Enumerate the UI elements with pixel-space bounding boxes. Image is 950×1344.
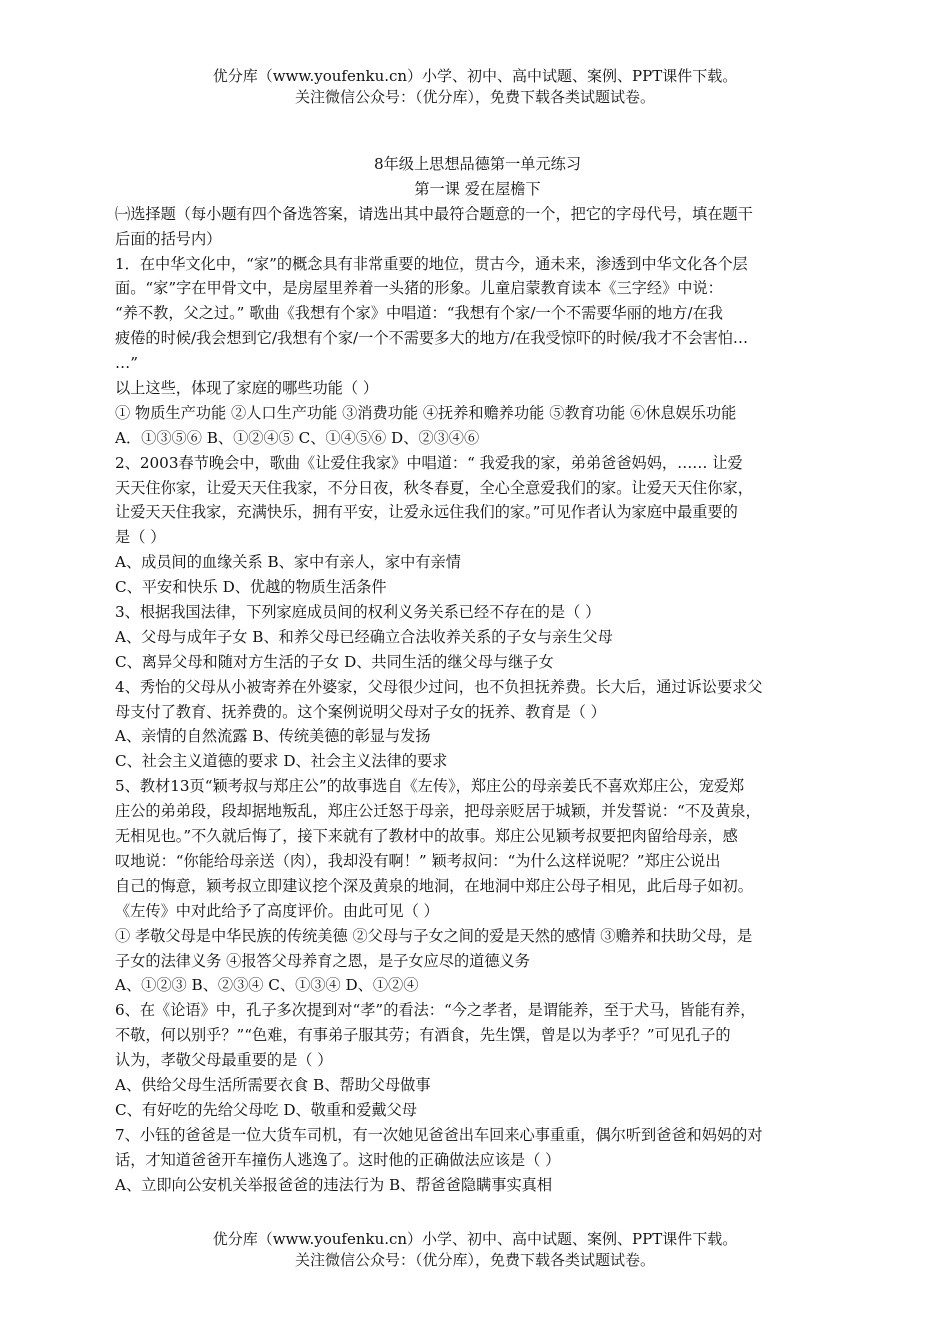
text-line: C、社会主义道德的要求 D、社会主义法律的要求	[115, 752, 448, 771]
text-line: 后面的括号内）	[115, 229, 222, 248]
text-line: A、①②③ B、②③④ C、①③④ D、①②④	[115, 976, 419, 995]
text-line: A、供给父母生活所需要衣食 B、帮助父母做事	[115, 1075, 431, 1094]
text-line: ① 孝敬父母是中华民族的传统美德 ②父母与子女之间的爱是天然的感情 ③赡养和扶助父母，是	[115, 926, 753, 945]
text-line: 话，才知道爸爸开车撞伤人逃逸了。这时他的正确做法应该是（ ）	[115, 1150, 561, 1169]
text-line: 认为，孝敬父母最重要的是（ ）	[115, 1051, 333, 1070]
footer-line-2: 关注微信公众号：（优分库），免费下载各类试题试卷。	[294, 1251, 655, 1269]
text-line: 天天住你家，让爱天天住我家，不分日夜，秋冬春夏，全心全意爱我们的家。让爱天天住你家，	[115, 478, 753, 497]
lesson-title: 第一课 爱在屋檐下	[414, 179, 541, 198]
document-body	[115, 152, 840, 1197]
text-line: 自己的悔意，颖考叔立即建议挖个深及黄泉的地洞，在地洞中郑庄公母子相见，此后母子如初。	[115, 876, 753, 895]
text-line: 5、教材13页“颖考叔与郑庄公”的故事选自《左传》，郑庄公的母亲姜氏不喜欢郑庄公，宠爱郑	[115, 777, 745, 796]
footer-line-1: 优分库（www.youfenku.cn）小学、初中、高中试题、案例、PPT课件下载。	[212, 1230, 738, 1248]
text-line: 以上这些，体现了家庭的哪些功能（ ）	[115, 379, 379, 398]
text-line: 2、2003春节晚会中，歌曲《让爱住我家》中唱道：“ 我爱我的家，弟弟爸爸妈妈，…… 让爱	[115, 453, 743, 472]
document-title: 8年级上思想品德第一单元练习	[373, 155, 582, 173]
text-line: 3、根据我国法律，下列家庭成员间的权利义务关系已经不存在的是（ ）	[115, 603, 601, 622]
text-line: 面。“家”字在甲骨文中，是房屋里养着一头猪的形象。儿童启蒙教育读本《三字经》中说：	[115, 279, 723, 298]
text-line: ㈠选择题（每小题有四个备选答案，请选出其中最符合题意的一个，把它的字母代号，填在题干	[115, 204, 753, 223]
body-text	[115, 202, 840, 1198]
text-line: A、亲情的自然流露 B、传统美德的彰显与发扬	[115, 727, 431, 746]
header-line-1: 优分库（www.youfenku.cn）小学、初中、高中试题、案例、PPT课件下载。	[212, 67, 738, 85]
text-line: A．①③⑤⑥ B、①②④⑤ C、①④⑤⑥ D、②③④⑥	[115, 428, 480, 447]
text-line: 疲倦的时候/我会想到它/我想有个家/一个不需要多大的地方/在我受惊吓的时候/我才不会害怕…	[115, 329, 749, 348]
text-line: C、有好吃的先给父母吃 D、敬重和爱戴父母	[115, 1100, 417, 1119]
text-line: ① 物质生产功能 ②人口生产功能 ③消费功能 ④抚养和赡养功能 ⑤教育功能 ⑥休息娱乐功能	[115, 403, 737, 422]
text-line: 4、秀怡的父母从小被寄养在外婆家，父母很少过问，也不负担抚养费。长大后，通过诉讼要求父	[115, 677, 763, 696]
text-line: 不敬，何以别乎？”“色难，有事弟子服其劳；有酒食，先生馔，曾是以为孝乎？”可见孔子的	[115, 1026, 731, 1045]
text-line: C、离异父母和随对方生活的子女 D、共同生活的继父母与继子女	[115, 652, 554, 671]
header-line-2: 关注微信公众号：（优分库），免费下载各类试题试卷。	[294, 88, 655, 106]
text-line: 母支付了教育、抚养费的。这个案例说明父母对子女的抚养、教育是（ ）	[115, 702, 606, 721]
text-line: 庄公的弟弟段，段却据地叛乱，郑庄公迁怒于母亲，把母亲贬居于城颖，并发誓说：“不及黄泉，	[115, 802, 761, 821]
text-line: C、平安和快乐 D、优越的物质生活条件	[115, 578, 387, 597]
text-line: …”	[115, 354, 138, 373]
page-header	[0, 66, 950, 108]
text-line: 《左传》中对此给予了高度评价。由此可见（ ）	[115, 901, 439, 920]
text-line: 叹地说：“你能给母亲送（肉），我却没有啊！” 颖考叔问：“为什么这样说呢？”郑庄公说出	[115, 851, 721, 870]
text-line: 7、小钰的爸爸是一位大货车司机，有一次她见爸爸出车回来心事重重，偶尔听到爸爸和妈妈的对	[115, 1125, 763, 1144]
text-line: A、成员间的血缘关系 B、家中有亲人，家中有亲情	[115, 553, 461, 572]
text-line: 是（ ）	[115, 528, 166, 547]
text-line: 让爱天天住我家，充满快乐，拥有平安，让爱永远住我们的家。”可见作者认为家庭中最重要的	[115, 503, 738, 522]
text-line: 无相见也。”不久就后悔了，接下来就有了教材中的故事。郑庄公见颖考叔要把肉留给母亲，感	[115, 827, 738, 846]
text-line: 1．在中华文化中，“家”的概念具有非常重要的地位，贯古今，通未来，渗透到中华文化各个层	[115, 254, 748, 273]
page-footer	[0, 1229, 950, 1271]
text-line: “养不教，父之过。” 歌曲《我想有个家》中唱道：“我想有个家/一个不需要华丽的地方/在我	[115, 304, 723, 323]
text-line: A、父母与成年子女 B、和养父母已经确立合法收养关系的子女与亲生父母	[115, 627, 613, 646]
text-line: 子女的法律义务 ④报答父母养育之恩，是子女应尽的道德义务	[115, 951, 530, 970]
text-line: A、立即向公安机关举报爸爸的违法行为 B、帮爸爸隐瞒事实真相	[115, 1175, 553, 1194]
text-line: 6、在《论语》中，孔子多次提到对“孝”的看法：“今之孝者，是谓能养，至于犬马，皆能有养，	[115, 1001, 756, 1020]
